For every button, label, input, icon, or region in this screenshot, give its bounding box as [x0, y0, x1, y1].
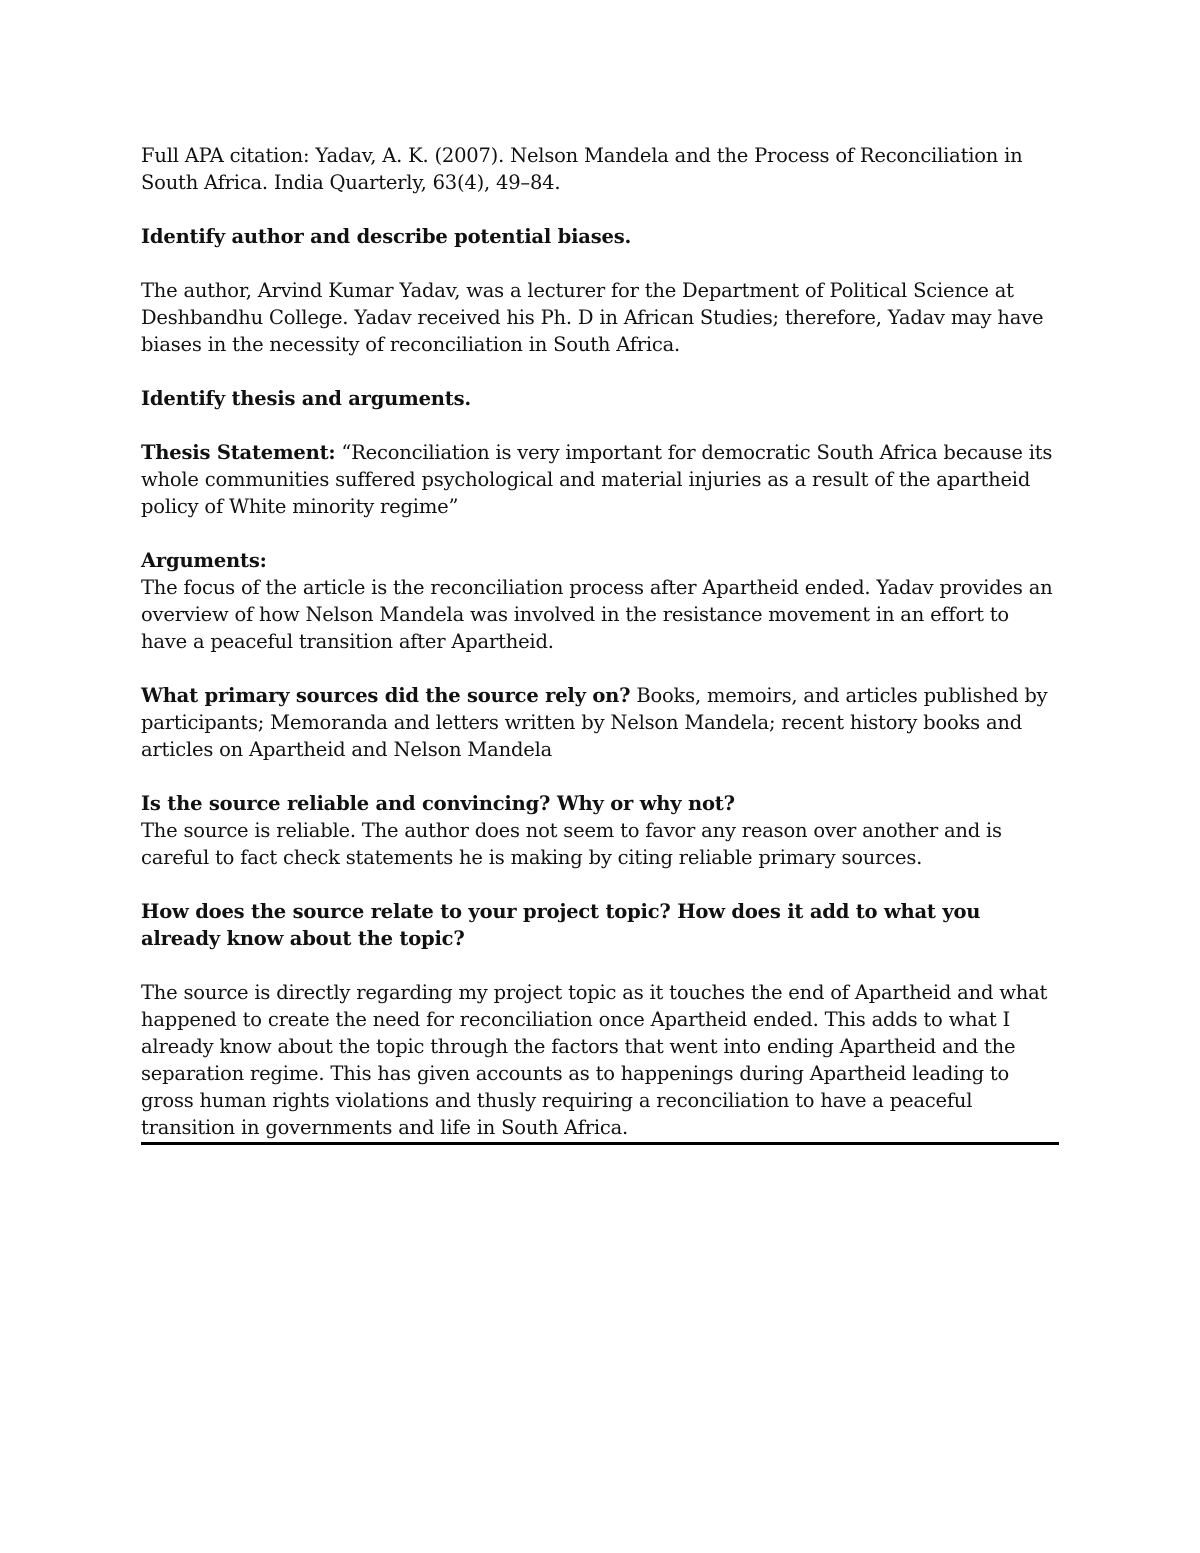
thesis-text: “Reconciliation is very important for democratic South Africa because its whole communities suffered psychological and material injuries as a result of the apartheid policy of White minority regime”	[141, 441, 1053, 518]
thesis-heading: Identify thesis and arguments.	[141, 387, 471, 410]
author-heading: Identify author and describe potential biases.	[141, 225, 632, 248]
document-page	[141, 142, 1059, 1141]
relate-heading: How does the source relate to your project topic? How does it add to what you already know about the topic?	[141, 900, 981, 950]
reliable-paragraph: The source is reliable. The author does not seem to favor any reason over another and is careful to fact check statements he is making by citing reliable primary sources.	[141, 819, 1002, 869]
sources-label: What primary sources did the source rely on?	[141, 684, 631, 707]
arguments-label: Arguments:	[141, 549, 267, 572]
thesis-paragraph	[141, 439, 1059, 520]
reliable-heading: Is the source reliable and convincing? Why or why not?	[141, 792, 735, 815]
apa-citation: Full APA citation: Yadav, A. K. (2007). Nelson Mandela and the Process of Reconciliation in South Africa. India Quarterly, 63(4), 49–84.	[141, 144, 1023, 194]
relate-paragraph: The source is directly regarding my project topic as it touches the end of Apartheid and what happened to create the need for reconciliation once Apartheid ended. This adds to what I already know about the topic through the factors that went into ending Apartheid and the separation regime. This has given accounts as to happenings during Apartheid leading to gross human rights violations and thusly requiring a reconciliation to have a peaceful transition in governments and life in South Africa.	[141, 981, 1048, 1139]
sources-text: Books, memoirs, and articles published by participants; Memoranda and letters written by Nelson Mandela; recent history books and articles on Apartheid and Nelson Mandela	[141, 684, 1048, 761]
sources-paragraph	[141, 682, 1059, 763]
bottom-rule	[141, 1142, 1059, 1145]
author-paragraph: The author, Arvind Kumar Yadav, was a lecturer for the Department of Political Science at Deshbandhu College. Yadav received his Ph. D in African Studies; therefore, Yadav may have biases in the necessity of reconciliation in South Africa.	[141, 279, 1044, 356]
thesis-label: Thesis Statement:	[141, 441, 336, 464]
arguments-paragraph: The focus of the article is the reconciliation process after Apartheid ended. Yadav provides an overview of how Nelson Mandela was involved in the resistance movement in an effort to have a peaceful transition after Apartheid.	[141, 576, 1053, 653]
